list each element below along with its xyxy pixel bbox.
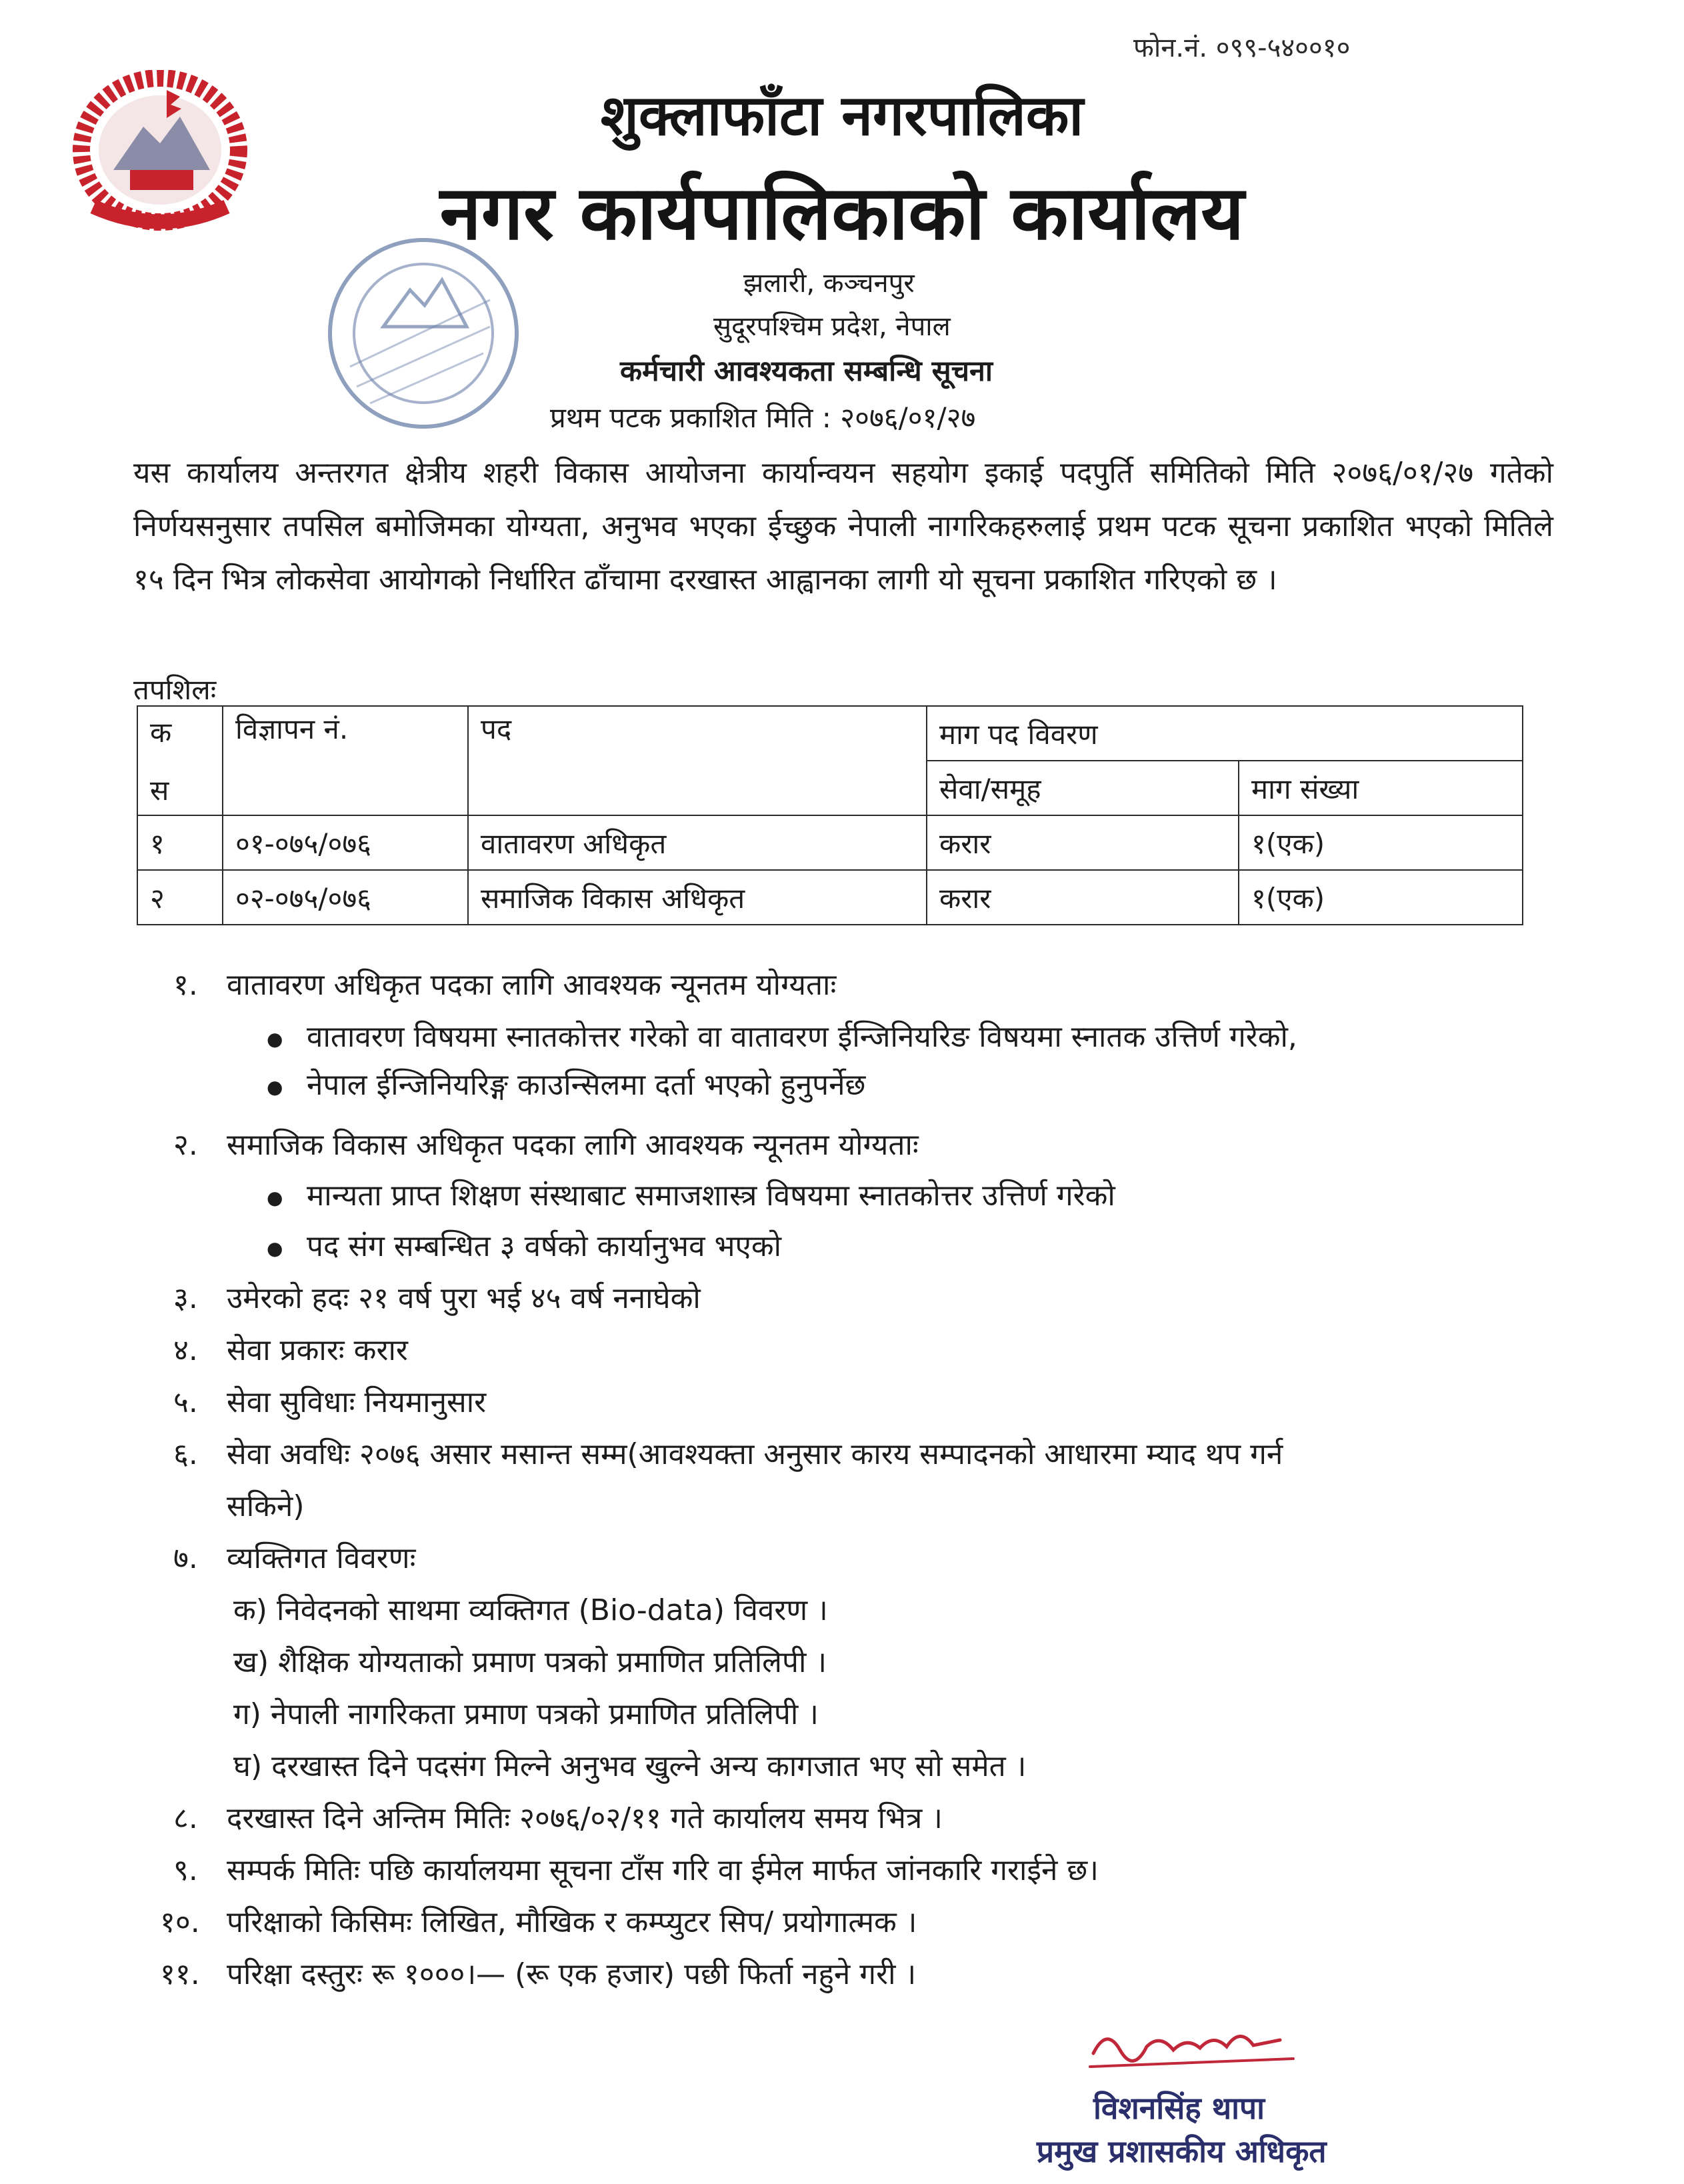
ad-no-header: विज्ञापन नं. bbox=[223, 706, 468, 815]
list-item: ९. सम्पर्क मितिः पछि कार्यालयमा सूचना टाँस गरि वा ईमेल मार्फत जांनकारि गराईने छ। bbox=[173, 1853, 1099, 1887]
list-item: ७. व्यक्तिगत विवरणः bbox=[173, 1541, 416, 1575]
row-count: १(एक) bbox=[1239, 870, 1523, 925]
table-row bbox=[137, 870, 1523, 925]
row-ad-no: ०२-०७५/०७६ bbox=[223, 870, 468, 925]
bullet-icon: ● bbox=[267, 1027, 283, 1050]
signatory-name: विशनसिंह थापा bbox=[1093, 2090, 1265, 2126]
demand-group-header: माग पद विवरण bbox=[927, 706, 1523, 761]
list-item: ५. सेवा सुविधाः नियमानुसार bbox=[173, 1385, 487, 1419]
post-header: पद bbox=[468, 706, 927, 815]
notice-subject: कर्मचारी आवश्यकता सम्बन्धि सूचना bbox=[620, 355, 993, 388]
signatory-title: प्रमुख प्रशासकीय अधिकृत bbox=[1037, 2133, 1327, 2169]
list-item: ४. सेवा प्रकारः करार bbox=[173, 1333, 408, 1367]
office-title: नगर कार्यपालिकाको कार्यालय bbox=[439, 170, 1245, 257]
list-item: ११. परिक्षा दस्तुरः रू १०००।— (रू एक हजार) पछी फिर्ता नहुने गरी । bbox=[160, 1957, 917, 1991]
list-item: ३. उमेरको हदः २१ वर्ष पुरा भई ४५ वर्ष ननाघेको bbox=[173, 1281, 701, 1315]
sub-item: क) निवेदनको साथमा व्यक्तिगत (Bio-data) विवरण । bbox=[233, 1593, 828, 1627]
row-ad-no: ०१-०७५/०७६ bbox=[223, 815, 468, 870]
details-label: तपशिलः bbox=[133, 673, 217, 706]
phone-number: फोन.नं. ०९९-५४००१० bbox=[1133, 33, 1351, 63]
list-item: ● पद संग सम्बन्धित ३ वर्षको कार्यानुभव भएको bbox=[267, 1229, 782, 1263]
address-line-1: झलारी, कञ्चनपुर bbox=[743, 268, 915, 299]
bullet-icon: ● bbox=[267, 1075, 283, 1098]
sub-item: ख) शैक्षिक योग्यताको प्रमाण पत्रको प्रमाणित प्रतिलिपी । bbox=[233, 1645, 827, 1679]
bullet-icon: ● bbox=[267, 1186, 283, 1209]
sub-item: घ) दरखास्त दिने पदसंग मिल्ने अनुभव खुल्ने अन्य कागजात भए सो समेत । bbox=[233, 1749, 1027, 1783]
demand-count-header: माग संख्या bbox=[1239, 761, 1523, 815]
list-item: ८. दरखास्त दिने अन्तिम मितिः २०७६/०२/११ गते कार्यालय समय भित्र । bbox=[173, 1801, 943, 1835]
row-sn: १ bbox=[137, 815, 223, 870]
municipality-title: शुक्लाफाँटा नगरपालिका bbox=[600, 83, 1084, 148]
list-item: ● वातावरण विषयमा स्नातकोत्तर गरेको वा वातावरण ईन्जिनियरिङ विषयमा स्नातक उत्तिर्ण गरेको, bbox=[267, 1020, 1297, 1054]
handwritten-signature bbox=[1080, 2013, 1300, 2087]
row-service: करार bbox=[927, 815, 1239, 870]
service-group-header: सेवा/समूह bbox=[927, 761, 1239, 815]
list-item-continuation: सकिने) bbox=[227, 1489, 305, 1523]
intro-paragraph: यस कार्यालय अन्तरगत क्षेत्रीय शहरी विकास आयोजना कार्यान्वयन सहयोग इकाई पदपुर्ति समितिको मिति २०७६/०१/२७ गतेको निर्णयसनुसार तपसिल बमोजिमका योग्यता, अनुभव भएका ईच्छुक नेपाली नागरिकहरुलाई प्रथम पटक सूचना प्रकाशित भएको मितिले १५ दिन भित्र लोकसेवा आयोगको निर्धारित ढाँचामा दरखास्त आह्वानका लागी यो सूचना प्रकाशित गरिएको छ । bbox=[133, 456, 1553, 597]
row-post: वातावरण अधिकृत bbox=[468, 815, 927, 870]
table-row bbox=[137, 815, 1523, 870]
sub-item: ग) नेपाली नागरिकता प्रमाण पत्रको प्रमाणित प्रतिलिपी । bbox=[233, 1697, 819, 1731]
list-item: ● मान्यता प्राप्त शिक्षण संस्थाबाट समाजशास्त्र विषयमा स्नातकोत्तर उत्तिर्ण गरेको bbox=[267, 1179, 1115, 1213]
row-post: समाजिक विकास अधिकृत bbox=[468, 870, 927, 925]
list-item: ६. सेवा अवधिः २०७६ असार मसान्त सम्म(आवश्यक्ता अनुसार कारय सम्पादनको आधारमा म्याद थप गर्न bbox=[173, 1437, 1283, 1471]
list-item: १०. परिक्षाको किसिमः लिखित, मौखिक र कम्प्युटर सिप/ प्रयोगात्मक । bbox=[160, 1905, 917, 1939]
vacancy-table bbox=[137, 705, 1523, 925]
list-item: ● नेपाल ईन्जिनियरिङ्ग काउन्सिलमा दर्ता भएको हुनुपर्नेछ bbox=[267, 1068, 866, 1102]
row-count: १(एक) bbox=[1239, 815, 1523, 870]
sn-header: क स bbox=[137, 706, 223, 815]
bullet-icon: ● bbox=[267, 1237, 283, 1259]
row-service: करार bbox=[927, 870, 1239, 925]
publish-date: प्रथम पटक प्रकाशित मिति : २०७६/०१/२७ bbox=[550, 401, 976, 434]
address-line-2: सुदूरपश्चिम प्रदेश, नेपाल bbox=[713, 311, 951, 342]
list-item: २. समाजिक विकास अधिकृत पदका लागि आवश्यक न्यूनतम योग्यताः bbox=[173, 1128, 919, 1162]
row-sn: २ bbox=[137, 870, 223, 925]
list-item: १. वातावरण अधिकृत पदका लागि आवश्यक न्यूनतम योग्यताः bbox=[173, 968, 837, 1002]
